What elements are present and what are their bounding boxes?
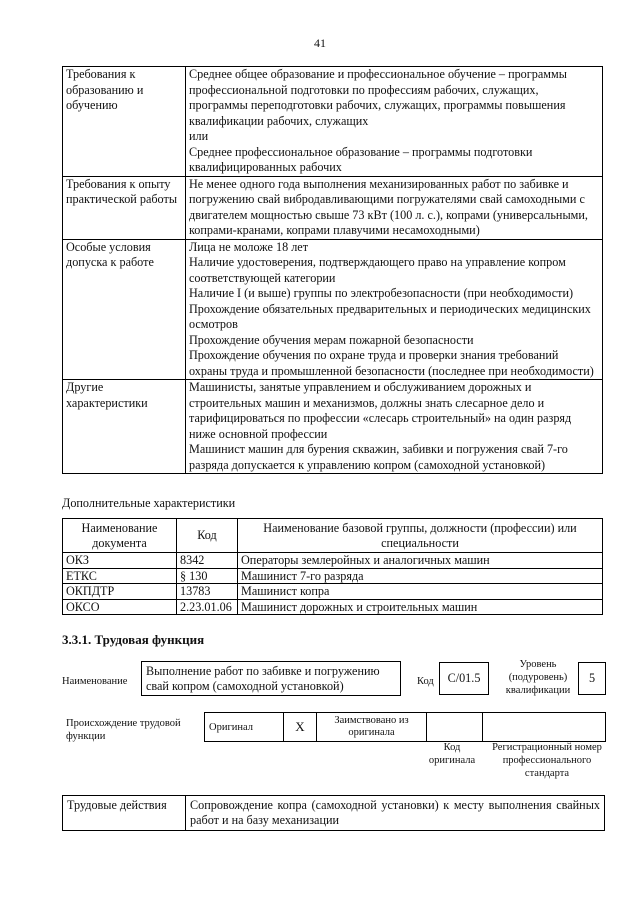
original-code-caption: Код оригинала xyxy=(428,742,476,766)
requirement-line: Наличие удостоверения, подтверждающего право на управление копром соответствующей категории xyxy=(189,255,566,285)
additional-title: Дополнительные характеристики xyxy=(62,496,236,510)
doc-name-cell: ОКСО xyxy=(63,599,177,615)
reg-number-cell xyxy=(483,713,606,742)
level-label: Уровень (подуровень) квалификации xyxy=(505,659,571,696)
requirement-row xyxy=(63,239,603,380)
code-cell: 13783 xyxy=(177,584,238,600)
code-cell: § 130 xyxy=(177,568,238,584)
group-name-cell: Машинист 7-го разряда xyxy=(238,568,603,584)
original-label: Оригинал xyxy=(205,713,284,742)
header-name: Наименование базовой группы, должности (профессии) или специальности xyxy=(238,519,603,553)
actions-text: Сопровождение копра (самоходной установки) к месту выполнения свайных работ и на базу механизации xyxy=(186,796,605,831)
doc-name-cell: ЕТКС xyxy=(63,568,177,584)
requirement-line: Прохождение обязательных предварительных и периодических медицинских осмотров xyxy=(189,301,591,331)
requirement-line: или xyxy=(189,129,209,143)
page-number: 41 xyxy=(314,36,326,50)
requirement-line: Наличие I (и выше) группы по электробезопасности (при необходимости) xyxy=(189,286,574,300)
name-value: Выполнение работ по забивке и погружению свай копром (самоходной установкой) xyxy=(141,661,401,696)
origin-table xyxy=(204,712,606,742)
additional-table xyxy=(62,518,603,615)
header-doc: Наименование документа xyxy=(63,519,177,553)
requirement-value xyxy=(186,239,603,380)
requirement-row xyxy=(63,176,603,239)
requirement-row xyxy=(63,67,603,177)
additional-row xyxy=(63,553,603,569)
requirement-line: Лица не моложе 18 лет xyxy=(189,239,309,254)
group-name-cell: Машинист дорожных и строительных машин xyxy=(238,599,603,615)
requirement-line: Машинисты, занятые управлением и обслуживанием дорожных и строительных машин и механизмов, должны знать слесарное дело и тарифицироваться по профессии «слесарь строительный» на один разряд ниже основной профессии xyxy=(189,380,572,441)
level-value: 5 xyxy=(578,662,606,695)
additional-row xyxy=(63,599,603,615)
requirement-line: Среднее профессиональное образование – программы подготовки квалифицированных рабочих xyxy=(189,144,533,174)
borrowed-label: Заимствовано из оригинала xyxy=(317,713,427,742)
requirement-value xyxy=(186,67,603,177)
requirement-line: Прохождение обучения по охране труда и проверки знания требований охраны труда и промышленной безопасности (последнее при необходимости) xyxy=(189,348,594,378)
original-code-cell xyxy=(427,713,483,742)
original-mark: X xyxy=(284,713,317,742)
origin-label: Происхождение трудовой функции xyxy=(66,718,181,742)
requirement-line: Не менее одного года выполнения механизированных работ по забивке и погружению свай вибродавливающими погружателями свай самоходными с двигателем мощностью свыше 73 кВт (100 л. с.), копрами (универсальными, копрами-кранами, копрами плавучими несамоходными) xyxy=(189,176,588,237)
code-value: C/01.5 xyxy=(439,662,489,695)
requirement-key: Другие характеристики xyxy=(63,380,186,474)
requirement-value xyxy=(186,176,603,239)
requirement-row xyxy=(63,380,603,474)
function-heading: 3.3.1. Трудовая функция xyxy=(62,632,205,647)
header-code: Код xyxy=(177,519,238,553)
reg-number-caption: Регистрационный номер профессионального стандарта xyxy=(492,742,602,779)
group-name-cell: Машинист копра xyxy=(238,584,603,600)
requirement-line: Машинист машин для бурения скважин, забивки и погружения свай 7-го разряда допускается к управлению копром (самоходной установкой) xyxy=(189,442,568,472)
code-cell: 8342 xyxy=(177,553,238,569)
group-name-cell: Операторы землеройных и аналогичных машин xyxy=(238,553,603,569)
actions-table xyxy=(62,795,605,831)
additional-header-row xyxy=(63,519,603,553)
additional-row xyxy=(63,568,603,584)
doc-name-cell: ОКПДТР xyxy=(63,584,177,600)
code-cell: 2.23.01.06 xyxy=(177,599,238,615)
requirement-key: Требования к образованию и обучению xyxy=(63,67,186,177)
name-label: Наименование xyxy=(62,676,128,687)
actions-label: Трудовые действия xyxy=(63,796,186,831)
requirement-key: Особые условия допуска к работе xyxy=(63,239,186,380)
additional-row xyxy=(63,584,603,600)
doc-name-cell: ОКЗ xyxy=(63,553,177,569)
requirement-key: Требования к опыту практической работы xyxy=(63,176,186,239)
requirements-table xyxy=(62,66,603,474)
requirement-line: Среднее общее образование и профессиональное обучение – программы профессиональной подготовки по профессиям рабочих, служащих, программы переподготовки рабочих, служащих, программы повышения квалификации рабочих, служащих xyxy=(189,67,567,128)
requirement-line: Прохождение обучения мерам пожарной безопасности xyxy=(189,332,474,347)
code-label: Код xyxy=(417,676,434,687)
requirement-value xyxy=(186,380,603,474)
